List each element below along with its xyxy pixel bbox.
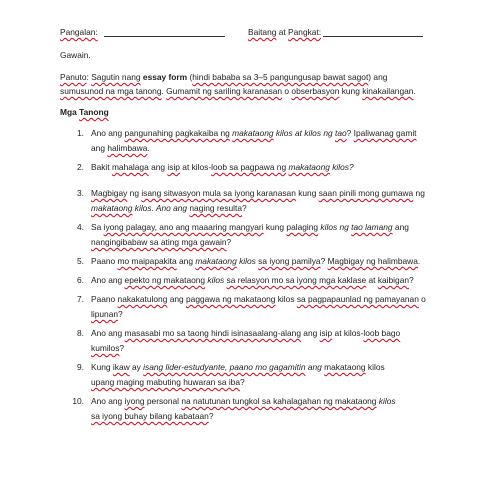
question-item: 3. Magbigay ng isang sitwasyon mula sa iyong karanasan kung saan pinili mong gumawa ng makataong kilos. Ano ang naging resulta?	[60, 186, 445, 216]
question-number: 10.	[72, 396, 84, 406]
questions-list	[60, 126, 445, 424]
question-item: 4. Sa iyong palagay, ano ang maaaring mangyari kung palaging kilos ng tao lamang ang nangingibabaw sa ating mga gawain?	[60, 220, 445, 250]
questions-heading: Mga Tanong	[60, 107, 109, 117]
question-item: 7. Paano nakakatulong ang paggawa ng makataong kilos sa pagpapaunlad ng pamayanan o lipunan?	[60, 292, 445, 322]
question-item: 5. Paano mo maipapakita ang makataong kilos sa iyong pamilya? Magbigay ng halimbawa.	[60, 254, 445, 269]
question-item: 2. Bakit mahalaga ang isip at kilos-loob sa pagpawa ng makataong kilos?	[60, 160, 445, 175]
name-blank-line[interactable]	[104, 36, 225, 37]
question-number: 4.	[77, 222, 84, 232]
instructions-paragraph: Panuto: Sagutin nang essay form (hindi bababa sa 3–5 pangungusap bawat sagot) ang sumusunod na mga tanong. Gumamit ng sariling karanasan o obserbasyon kung kinakailangan.	[60, 72, 416, 96]
question-number: 8.	[77, 328, 84, 338]
header-row	[60, 27, 440, 39]
grade-section-label: Baitang at Pangkat:	[248, 27, 322, 37]
question-item: 1. Ano ang pangunahing pagkakaiba ng makataong kilos at kilos ng tao? Ipaliwanag gamit ang halimbawa.	[60, 126, 445, 156]
question-item: 8. Ano ang masasabi mo sa taong hindi isinasaalang-alang ang isip at kilos-loob bago kumilos?	[60, 326, 445, 356]
question-number: 5.	[77, 256, 84, 266]
question-number: 6.	[77, 275, 84, 285]
name-label: Pangalan:	[60, 27, 98, 37]
question-item: 6. Ano ang epekto ng makataong kilos sa relasyon mo sa iyong mga kaklase at kaibigan?	[60, 273, 445, 288]
question-item: 9. Kung ikaw ay isang lider-estudyante, paano mo gagamitin ang makataong kilos upang maging mabuting huwaran sa iba?	[60, 360, 445, 390]
question-number: 3.	[77, 188, 84, 198]
question-number: 9.	[77, 362, 84, 372]
question-number: 2.	[77, 162, 84, 172]
grade-section-blank-line[interactable]	[323, 36, 423, 37]
gawain-label: Gawain.	[60, 50, 91, 60]
question-number: 7.	[77, 294, 84, 304]
question-item: 10. Ano ang iyong personal na natutunan tungkol sa kahalagahan ng makataong kilos sa iyong buhay bilang kabataan?	[60, 394, 445, 424]
question-number: 1.	[77, 128, 84, 138]
